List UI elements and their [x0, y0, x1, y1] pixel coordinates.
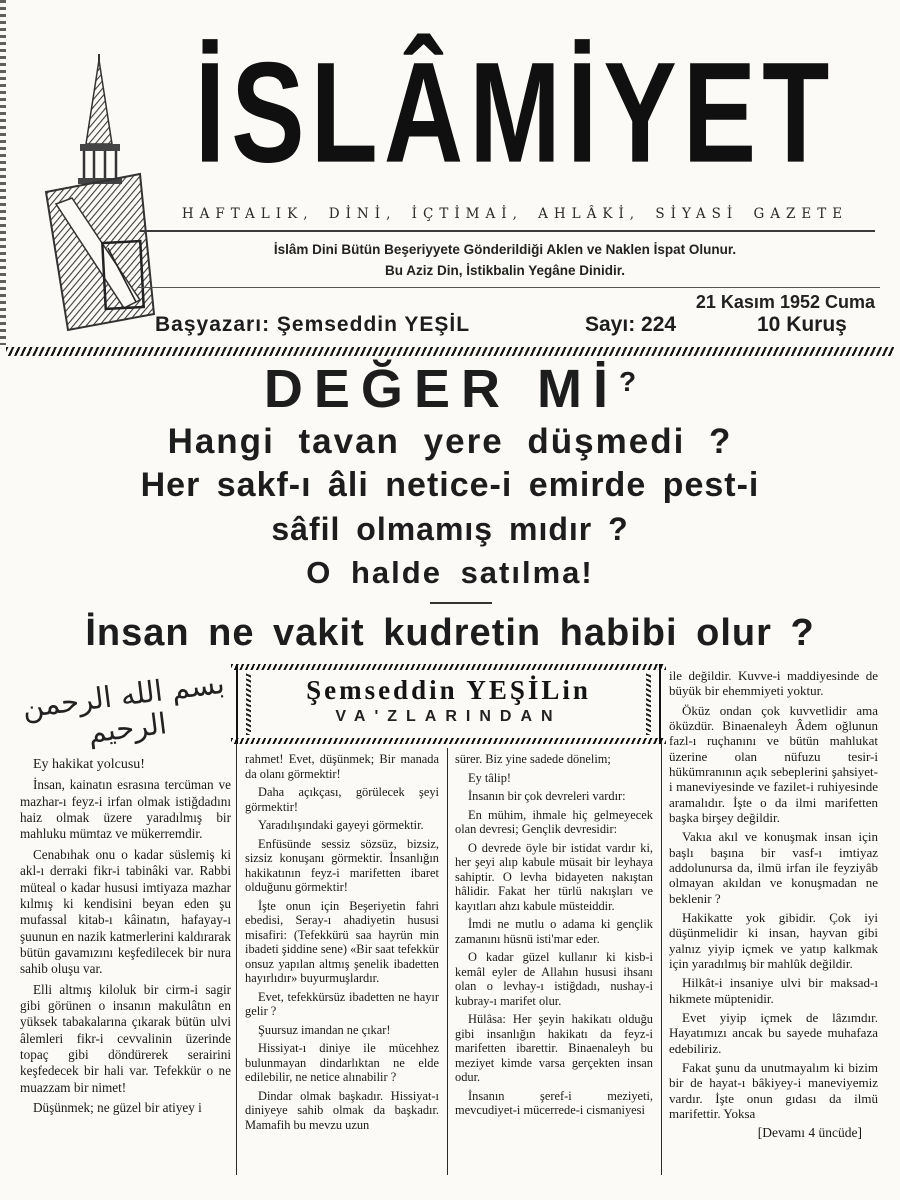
headline-sub-1: Hangi tavan yere düşmedi ?: [167, 422, 733, 461]
paragraph: Düşünmek; ne güzel bir atiyey i: [33, 1100, 202, 1116]
paragraph: O kadar güzel kullanır ki kisb-i kemâl eyler de Allahın hususi ihsanı olan o levhay-ı istiğdadı, nushay-i kubray-ı marifet olur.: [455, 950, 653, 1008]
rope-border-left: [246, 673, 251, 735]
paragraph: O devrede öyle bir istidat vardır ki, her şeyi alıp kabule müsait bir leyhaya sahiptir. O levha bidayeten nakıştan hâlidir. Fakat her türlü nakışları ve kayıtları ahzı kabule müsteiddir.: [455, 840, 653, 913]
paragraph: rahmet! Evet, düşünmek; Bir manada da olanı görmektir!: [245, 752, 439, 781]
continuation-note: [Devamı 4 üncüde]: [757, 1125, 862, 1141]
headline-sub-3: sâfil olmamış mıdır ?: [271, 511, 629, 547]
column-divider-1: [236, 742, 237, 1175]
paragraph: Yaradılışındaki gayeyi görmektir.: [258, 818, 424, 832]
price-label: 10 Kuruş: [757, 313, 847, 336]
paragraph: Hilkât-i insaniye ulvi bir maksad-ı hikmete müptenidir.: [669, 975, 878, 1006]
paragraph: Ey tâlip!: [468, 770, 512, 785]
paragraph: ile değildir. Kuvve-i maddiyesinde de büyük bir ehemmiyeti yoktur.: [669, 668, 878, 699]
scan-edge-artifact: [0, 0, 6, 345]
paragraph: Daha açıkçası, görülecek şeyi görmektir!: [245, 785, 439, 814]
paragraph: Öküz ondan çok kuvvetlidir ama öküzdür. Binaenaleyh Âdem oğlunun fazl-ı ruçhanını ve bütün mahlukat üzerine olan nüfuzu tesir-i hükümranının açık sebeplerini şahsiyet-i maneviyesinde ve fazilet-i ruhiyesinde aramalıdır. İşte o da ilmi marifetten başka birşey değildir.: [669, 702, 878, 825]
paragraph: Vakıa akıl ve konuşmak insan için başlı başına bir vasf-ı imtiyaz addolunursa da, ilmü irfan ile feyziyâb olmayan akıldan ve konuşmadan ne beklenir ?: [669, 829, 878, 906]
paragraph: Dindar olmak başkadır. Hissiyat-ı diniyeye sahib olmak da başkadır. Mamafih bu mevzu uzun: [245, 1088, 439, 1132]
paragraph: Evet, tefekkürsüz ibadetten ne hayır gelir ?: [245, 989, 439, 1018]
mosque-icon: [28, 52, 163, 337]
paragraph: Hakikatte yok gibidir. Çok iyi düşünmelidir ki insan, hayvan gibi yalnız yiyip içmek ve yatıp kalkmak için yaradılmış bir mahlûk değildir.: [669, 909, 878, 971]
paragraph: Evet yiyip içmek de lâzımdır. Hayatımızı ancak bu sayede muhafaza edebiliriz.: [669, 1009, 878, 1056]
paragraph: En mühim, ihmale hiç gelmeyecek olan devresi; Gençlik devresidir:: [455, 807, 653, 836]
column-1: [20, 665, 231, 1121]
paragraph: İnsanın şeref-i meziyeti, mevcudiyet-i mücerrede-i cismaniyesi: [455, 1088, 653, 1117]
column-2: [245, 752, 439, 1136]
headline-second: İnsan ne vakit kudretin habibi olur ?: [85, 612, 815, 654]
paragraph: Şuursuz imandan ne çıkar!: [258, 1022, 391, 1037]
subtitle-rule: [140, 230, 875, 232]
issue-date: 21 Kasım 1952 Cuma: [695, 292, 875, 312]
info-bar: [0, 313, 900, 341]
zigzag-separator: [6, 347, 894, 356]
headline-sub-4: O halde satılma!: [306, 555, 594, 590]
masthead-subtitle: HAFTALIK, DİNİ, İÇTİMAİ, AHLÂKİ, SİYASİ GAZETE: [181, 206, 849, 222]
paragraph: Elli altmış kiloluk bir cirm-i sagir gibi görünen o insanın makulâtın en yüksek tabakalarına çıkarak bütün ulvi âlemleri fikr-i cevvalinin üzerinde topaç gibi döndürerek serairini keşfedecek bir hali var. Tefekkür o ne muazzam bir nimet!: [20, 981, 231, 1095]
masthead-title-text: İSLÂMİYET: [194, 32, 836, 193]
motto-line-2: Bu Aziz Din, İstikbalin Yegâne Dinidir.: [384, 262, 626, 278]
masthead-title: [150, 32, 880, 193]
headline-sub-2: Her sakf-ı âli netice-i emirde pest-i: [140, 466, 760, 504]
bismillah-calligraphy: بسم الله الرحمن الرحيم: [20, 665, 227, 750]
sermon-box-title: Şemseddin YEŞİLin: [306, 675, 591, 705]
column-divider-2: [447, 748, 448, 1175]
masthead-motto: [160, 240, 850, 282]
paragraph: İnsanın bir çok devreleri vardır:: [468, 789, 626, 803]
paragraph: Hissiyat-ı diniye ile mücehhez bulunmayan dindarlıktan ne elde edilebilir, ne netice alınabilir ?: [245, 1041, 439, 1084]
headline-main-qmark: ?: [618, 366, 637, 397]
headline-main: [20, 359, 880, 419]
issue-number: Sayı: 224: [585, 313, 677, 336]
paragraph: İşte onun için Beşeriyetin fahri ebedisi, Seray-ı ahadiyetin hususi misafiri: (Tefekkürü saa hayrün min ibadeti şiddine sene) «Bir saat tefekkür onsuz yapılan altmış şenelik ibadetten hayırlıdır» buyurmuşlardır.: [245, 898, 439, 985]
motto-line-1: İslâm Dini Bütün Beşeriyyete Gönderildiği Aklen ve Naklen İspat Olunur.: [273, 242, 737, 257]
motto-rule: [138, 287, 880, 288]
paragraph: sürer. Biz yine sadede dönelim;: [455, 752, 611, 766]
paragraph: İnsan, kainatın esrasına tercüman ve mazhar-ı feyz-i irfan olmak istiğdadını haiz olmak üzere yaradılmış bir mahluku mümtaz ve mükerremdir.: [20, 777, 231, 842]
headline-rule: [430, 602, 492, 604]
column-4: [669, 668, 878, 1145]
column-3: [455, 752, 653, 1122]
paragraph: Fakat şunu da unutmayalım ki bizim bir de hayat-ı bâkiyey-i maneviyemiz vardır. İşte onun gıdası da ilmü marifettir. Yoksa: [669, 1059, 878, 1121]
rope-border-right: [646, 673, 651, 735]
paragraph: Cenabıhak onu o kadar süslemiş ki akl-ı derraki fikr-i tabinâki var. Rabbi müteal o kadar hususi imtiyaza mazhar kılmış ki kendisini beyan eden şu mufassal kitab-ı kâinatın, hafayay-ı şuunun en nazik katmerlerini kaldırarak bütün gavamızını keşfedilecek bir nura sahib oluşu var.: [20, 846, 231, 977]
minaret-illustration: [28, 52, 163, 337]
sermon-box: [236, 664, 661, 744]
paragraph: İmdi ne mutlu o adama ki gençlik zamanını hüsnü isti'mar eder.: [455, 917, 653, 946]
paragraph: Enfüsünde sessiz sözsüz, bizsiz, sizsiz konuşanı görmektir. İnsanlığın hakikatının feyz-i marifetten ibaret olduğunu görmektir!: [245, 836, 439, 894]
editor-name: Başyazarı: Şemseddin YEŞİL: [155, 313, 471, 336]
sermon-box-subtitle: VA'ZLARINDAN: [335, 708, 562, 725]
headline-main-text: DEĞER Mİ: [263, 359, 619, 419]
column-divider-3: [661, 742, 662, 1175]
salutation: Ey hakikat yolcusu!: [33, 757, 145, 772]
paragraph: Hülâsa: Her şeyin hakikatı olduğu gibi insanlığın hakikatı da feyz-i marifetten ibarettir. Binaenaleyh bu meziyet kimde varsa gerçekten insan odur.: [455, 1012, 653, 1084]
